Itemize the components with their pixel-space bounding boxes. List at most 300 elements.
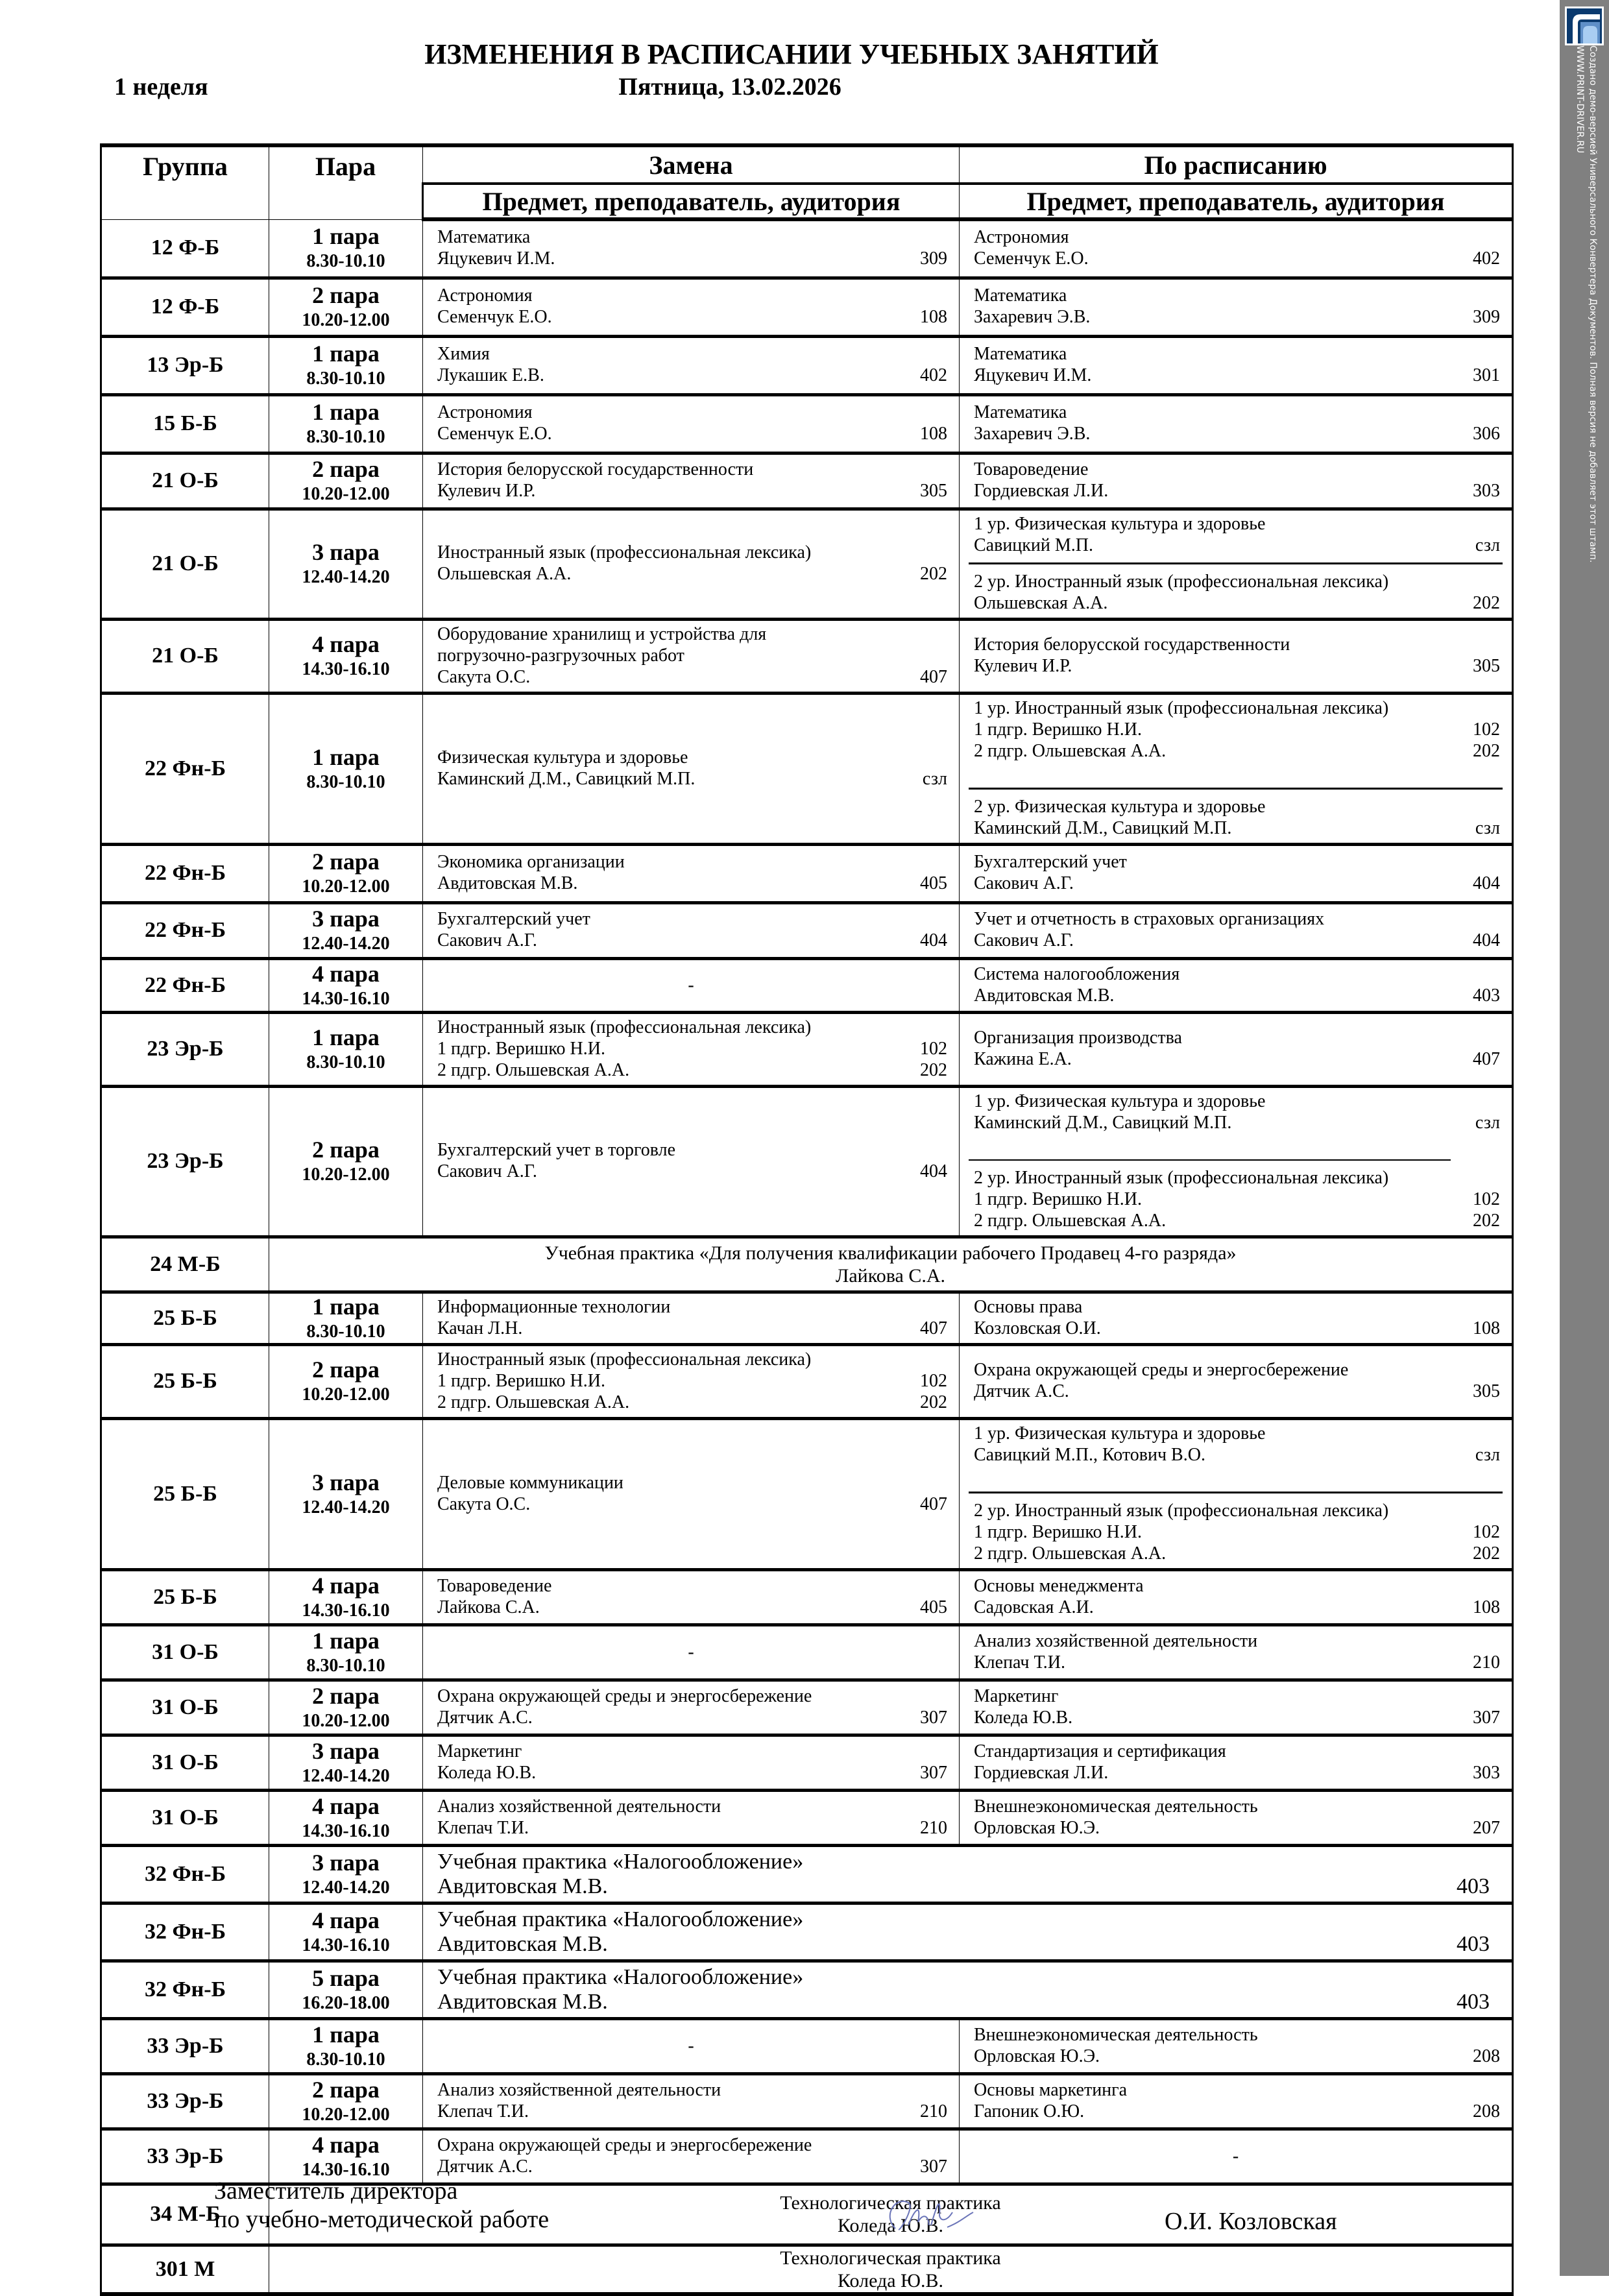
para-cell xyxy=(269,336,423,394)
entry-text: Анализ хозяйственной деятельности xyxy=(437,1796,721,1817)
entry-line xyxy=(437,2101,950,2122)
scheduled-cell xyxy=(960,1012,1513,1086)
entry-text: Основы менеджмента xyxy=(974,1575,1144,1596)
entry-text: Каминский Д.М., Савицкий М.П. xyxy=(974,817,1232,838)
para-cell xyxy=(269,2073,423,2129)
room-number: 305 xyxy=(1473,656,1500,676)
group-cell: 21 О-Б xyxy=(101,619,269,693)
entry-text: Иностранный язык (профессиональная лексика) xyxy=(437,542,812,562)
para-time: 8.30-10.10 xyxy=(306,369,385,389)
entry-line xyxy=(437,1370,950,1392)
entry-text: Сакович А.Г. xyxy=(437,930,537,950)
room-number: 207 xyxy=(1473,1817,1500,1838)
entry-text: Яцукевич И.М. xyxy=(437,248,555,269)
handwritten-signature-icon xyxy=(876,2190,980,2238)
entry-text: Маркетинг xyxy=(974,1686,1059,1706)
group-cell: 33 Эр-Б xyxy=(101,2129,269,2184)
entry-text: Гордиевская Л.И. xyxy=(974,481,1109,501)
entry-line xyxy=(974,1296,1503,1318)
group-cell: 31 О-Б xyxy=(101,1735,269,1790)
room-number: 301 xyxy=(1473,365,1500,385)
entry-text: Организация производства xyxy=(974,1028,1182,1048)
entry-text: 2 ур. Иностранный язык (профессиональная лексика) xyxy=(974,571,1389,592)
entry-line xyxy=(974,365,1503,386)
para-cell xyxy=(269,844,423,902)
table-row xyxy=(101,394,1513,453)
para-time: 14.30-16.10 xyxy=(302,1935,390,1955)
entry-line xyxy=(974,1796,1503,1817)
room-number: 210 xyxy=(920,2101,947,2121)
table-body xyxy=(101,219,1513,2294)
entry-line xyxy=(974,1597,1503,1618)
replacement-cell xyxy=(423,1680,960,1735)
para-number: 2 пара xyxy=(312,1357,380,1383)
para-time: 10.20-12.00 xyxy=(302,310,390,331)
para-number: 3 пара xyxy=(312,539,380,566)
para-time: 10.20-12.00 xyxy=(302,1710,390,1731)
room-number: 102 xyxy=(1473,719,1500,740)
entry-text: Авдитовская М.В. xyxy=(437,873,578,893)
group-cell: 34 М-Б xyxy=(101,2184,269,2245)
para-time: 14.30-16.10 xyxy=(302,1600,390,1621)
room-number: 407 xyxy=(1473,1049,1500,1069)
group-cell: 25 Б-Б xyxy=(101,1569,269,1625)
replacement-cell xyxy=(423,453,960,509)
replacement-cell xyxy=(423,509,960,619)
replacement-cell xyxy=(423,844,960,902)
entry-line xyxy=(437,1038,950,1059)
table-row xyxy=(101,1625,1513,1680)
table-row xyxy=(101,1790,1513,1845)
entry-text: 1 ур. Физическая культура и здоровье xyxy=(974,513,1266,534)
table-row xyxy=(101,902,1513,958)
entry-line xyxy=(437,1139,950,1161)
table-row xyxy=(101,219,1513,278)
header-group: Группа xyxy=(101,145,269,219)
group-cell: 22 Фн-Б xyxy=(101,958,269,1012)
entry-line xyxy=(974,459,1503,480)
room-number: 404 xyxy=(1473,873,1500,893)
group-cell: 22 Фн-Б xyxy=(101,902,269,958)
para-number: 1 пара xyxy=(312,743,380,770)
para-cell xyxy=(269,509,423,619)
entry-text: Астрономия xyxy=(437,402,533,422)
spacer xyxy=(974,762,1503,781)
table-row xyxy=(101,1086,1513,1237)
para-cell xyxy=(269,1961,423,2018)
group-cell: 32 Фн-Б xyxy=(101,1961,269,2018)
group-cell: 25 Б-Б xyxy=(101,1292,269,1344)
room-number: 202 xyxy=(920,1059,947,1080)
practice-line: Технологическая практика xyxy=(780,2192,1001,2214)
entry-text: Учебная практика «Налогообложение» xyxy=(437,1849,804,1874)
replacement-cell: - xyxy=(423,2018,960,2073)
table-row xyxy=(101,1845,1513,1903)
replacement-cell xyxy=(423,1790,960,1845)
para-number: 3 пара xyxy=(312,1849,380,1876)
converter-logo-icon xyxy=(1565,6,1604,45)
para-number: 2 пара xyxy=(312,1682,380,1709)
room-number: 307 xyxy=(920,1762,947,1783)
entry-line xyxy=(974,1167,1503,1189)
entry-text: 1 пдгр. Веришко Н.И. xyxy=(974,1189,1142,1209)
group-cell: 21 О-Б xyxy=(101,509,269,619)
table-row xyxy=(101,1292,1513,1344)
entry-line xyxy=(974,1707,1503,1728)
room-number: 202 xyxy=(920,564,947,584)
room-number: 202 xyxy=(1473,740,1500,761)
replacement-cell xyxy=(423,394,960,453)
para-time: 12.40-14.20 xyxy=(302,567,390,588)
header-para: Пара xyxy=(269,145,423,219)
scheduled-cell xyxy=(960,1344,1513,1418)
entry-line xyxy=(437,1932,1492,1957)
room-number: 202 xyxy=(1473,1543,1500,1564)
para-cell xyxy=(269,1292,423,1344)
replacement-cell xyxy=(423,1086,960,1237)
para-cell xyxy=(269,619,423,693)
scheduled-cell xyxy=(960,219,1513,278)
para-number: 2 пара xyxy=(312,849,380,875)
entry-line xyxy=(437,1296,950,1318)
entry-line xyxy=(974,1817,1503,1839)
room-number: 108 xyxy=(1473,1597,1500,1617)
para-time: 12.40-14.20 xyxy=(302,1765,390,1786)
entry-text: Семенчук Е.О. xyxy=(974,248,1089,269)
entry-line xyxy=(437,1349,950,1370)
para-time: 12.40-14.20 xyxy=(302,934,390,954)
entry-text: Бухгалтерский учет xyxy=(437,909,590,929)
group-cell: 25 Б-Б xyxy=(101,1344,269,1418)
signatory-name: О.И. Козловская xyxy=(1165,2208,1337,2235)
entry-text: Дятчик А.С. xyxy=(437,1707,533,1728)
room-number: 404 xyxy=(920,1161,947,1181)
divider-line xyxy=(969,562,1503,564)
entry-text: Сакович А.Г. xyxy=(974,930,1074,950)
para-cell xyxy=(269,1569,423,1625)
entry-text: Козловская О.И. xyxy=(974,1318,1101,1338)
replacement-cell xyxy=(423,1569,960,1625)
para-time: 8.30-10.10 xyxy=(306,251,385,272)
table-row xyxy=(101,2018,1513,2073)
replacement-cell: - xyxy=(423,958,960,1012)
entry-line xyxy=(974,1500,1503,1521)
entry-line xyxy=(437,908,950,930)
entry-line xyxy=(437,365,950,386)
para-number: 2 пара xyxy=(312,282,380,309)
entry-text: Ольшевская А.А. xyxy=(437,564,572,584)
table-row xyxy=(101,958,1513,1012)
room-number: 305 xyxy=(920,481,947,501)
entry-text: Физическая культура и здоровье xyxy=(437,747,688,767)
entry-text: Кулевич И.Р. xyxy=(974,656,1072,676)
entry-text: Семенчук Е.О. xyxy=(437,424,552,444)
entry-text: Яцукевич И.М. xyxy=(974,365,1092,385)
group-cell: 31 О-Б xyxy=(101,1790,269,1845)
entry-text: История белорусской государственности xyxy=(974,634,1290,655)
table-row xyxy=(101,1344,1513,1418)
table-row xyxy=(101,278,1513,336)
entry-line xyxy=(437,1817,950,1839)
week-label: 1 неделя xyxy=(114,73,208,101)
scheduled-cell xyxy=(960,693,1513,844)
replacement-cell xyxy=(423,1344,960,1418)
entry-line xyxy=(974,634,1503,655)
entry-text: Ольшевская А.А. xyxy=(974,592,1108,613)
para-time: 8.30-10.10 xyxy=(306,1321,385,1342)
entry-line xyxy=(437,1059,950,1081)
entry-text: Коледа Ю.В. xyxy=(974,1707,1073,1728)
entry-text: Астрономия xyxy=(437,285,533,306)
entry-line xyxy=(974,655,1503,677)
entry-text: Авдитовская М.В. xyxy=(437,1989,608,2014)
entry-line xyxy=(437,930,950,951)
entry-line xyxy=(974,1630,1503,1652)
entry-text: Учет и отчетность в страховых организациях xyxy=(974,909,1325,929)
scheduled-cell xyxy=(960,1625,1513,1680)
entry-text: Сакович А.Г. xyxy=(974,873,1074,893)
date-label: Пятница, 13.02.2026 xyxy=(618,73,841,101)
para-number: 3 пара xyxy=(312,1469,380,1495)
entry-line xyxy=(437,1597,950,1618)
room-number: 202 xyxy=(1473,1210,1500,1231)
entry-text: Оборудование хранилищ и устройства для xyxy=(437,623,767,644)
entry-text: Садовская А.И. xyxy=(974,1597,1094,1617)
entry-line xyxy=(974,719,1503,740)
practice-line: Технологическая практика xyxy=(780,2247,1001,2269)
entry-text: Авдитовская М.В. xyxy=(974,985,1115,1006)
entry-text: Орловская Ю.Э. xyxy=(974,2046,1100,2066)
room-number: 306 xyxy=(1473,424,1500,444)
table-row xyxy=(101,1237,1513,1292)
table-row xyxy=(101,453,1513,509)
room-number: 403 xyxy=(1457,1989,1490,2014)
para-cell xyxy=(269,1086,423,1237)
divider-line xyxy=(969,788,1503,790)
para-number: 4 пара xyxy=(312,1907,380,1933)
entry-line xyxy=(437,343,950,365)
entry-line xyxy=(437,226,950,248)
scheduled-cell xyxy=(960,619,1513,693)
para-number: 4 пара xyxy=(312,2131,380,2158)
entry-line xyxy=(974,1741,1503,1762)
entry-text: Кулевич И.Р. xyxy=(437,481,536,501)
scheduled-cell xyxy=(960,2018,1513,2073)
entry-line xyxy=(974,402,1503,423)
entry-text: Товароведение xyxy=(974,459,1089,479)
room-number: 407 xyxy=(920,666,947,687)
scheduled-cell xyxy=(960,902,1513,958)
entry-line xyxy=(974,1762,1503,1783)
group-cell: 33 Эр-Б xyxy=(101,2018,269,2073)
entry-line xyxy=(974,1381,1503,1402)
table-row xyxy=(101,2245,1513,2294)
entry-text: Сакович А.Г. xyxy=(437,1161,537,1181)
room-number: 108 xyxy=(1473,1318,1500,1338)
table-row xyxy=(101,1903,1513,1961)
entry-text: Савицкий М.П. xyxy=(974,535,1093,555)
entry-line xyxy=(974,1543,1503,1564)
scheduled-cell xyxy=(960,278,1513,336)
table-row xyxy=(101,1735,1513,1790)
group-cell: 15 Б-Б xyxy=(101,394,269,453)
entry-text: Орловская Ю.Э. xyxy=(974,1817,1100,1838)
scheduled-cell xyxy=(960,394,1513,453)
replacement-cell xyxy=(423,1292,960,1344)
para-number: 3 пара xyxy=(312,1737,380,1764)
divider-line xyxy=(969,1492,1503,1493)
entry-line xyxy=(437,1850,1492,1874)
entry-text: Сакута О.С. xyxy=(437,1493,531,1514)
merged-practice-cell xyxy=(423,1845,1513,1903)
para-time: 8.30-10.10 xyxy=(306,1052,385,1073)
replacement-cell xyxy=(423,619,960,693)
para-cell xyxy=(269,693,423,844)
entry-line xyxy=(437,768,950,790)
replacement-cell xyxy=(423,1418,960,1569)
practice-line: Коледа Ю.В. xyxy=(838,2269,943,2291)
room-number: сзл xyxy=(1475,817,1500,838)
entry-text: 2 ур. Физическая культура и здоровье xyxy=(974,796,1266,817)
table-row xyxy=(101,2073,1513,2129)
entry-text: погрузочно-разгрузочных работ xyxy=(437,645,684,666)
watermark-url: WWW.PRINT-DRIVER.RU xyxy=(1575,45,1585,154)
entry-text: Маркетинг xyxy=(437,1741,522,1761)
entry-text: Каминский Д.М., Савицкий М.П. xyxy=(437,768,696,789)
entry-text: Математика xyxy=(974,344,1067,364)
entry-line xyxy=(974,1423,1503,1444)
entry-text: Математика xyxy=(974,402,1067,422)
entry-line xyxy=(974,1048,1503,1070)
entry-line xyxy=(974,535,1503,556)
para-cell xyxy=(269,1012,423,1086)
room-number: 305 xyxy=(1473,1381,1500,1401)
room-number: 303 xyxy=(1473,1762,1500,1783)
entry-line xyxy=(437,1965,1492,1990)
room-number: 307 xyxy=(920,1707,947,1728)
group-cell: 22 Фн-Б xyxy=(101,693,269,844)
entry-line xyxy=(974,2079,1503,2101)
room-number: 309 xyxy=(1473,307,1500,327)
entry-text: Сакута О.С. xyxy=(437,666,531,687)
entry-line xyxy=(437,285,950,306)
entry-line xyxy=(437,563,950,585)
table-row xyxy=(101,844,1513,902)
entry-line xyxy=(974,1318,1503,1339)
divider-line xyxy=(969,1159,1451,1161)
room-number: 108 xyxy=(920,424,947,444)
room-number: 404 xyxy=(920,930,947,950)
replacement-cell xyxy=(423,2073,960,2129)
room-number: 210 xyxy=(1473,1652,1500,1673)
entry-line xyxy=(437,423,950,444)
entry-line xyxy=(974,248,1503,269)
entry-text: Система налогообложения xyxy=(974,963,1180,984)
para-number: 4 пара xyxy=(312,1572,380,1599)
document-title: ИЗМЕНЕНИЯ В РАСПИСАНИИ УЧЕБНЫХ ЗАНЯТИЙ xyxy=(424,38,1159,70)
entry-text: Товароведение xyxy=(437,1575,552,1596)
entry-line xyxy=(437,1686,950,1707)
room-number: сзл xyxy=(1475,535,1500,555)
para-time: 10.20-12.00 xyxy=(302,876,390,897)
entry-text: Качан Л.Н. xyxy=(437,1318,523,1338)
entry-line xyxy=(974,513,1503,535)
entry-text: Бухгалтерский учет xyxy=(974,852,1127,872)
para-cell xyxy=(269,1735,423,1790)
entry-text: Информационные технологии xyxy=(437,1296,671,1317)
entry-line xyxy=(974,1652,1503,1673)
table-row xyxy=(101,1569,1513,1625)
entry-text: Бухгалтерский учет в торговле xyxy=(437,1140,676,1160)
entry-line xyxy=(437,1907,1492,1932)
entry-text: Семенчук Е.О. xyxy=(437,307,552,327)
header-replacement: Замена xyxy=(423,145,960,184)
entry-line xyxy=(437,747,950,768)
para-cell xyxy=(269,1418,423,1569)
entry-text: Захаревич Э.В. xyxy=(974,307,1091,327)
room-number: 102 xyxy=(1473,1189,1500,1209)
entry-text: 1 пдгр. Веришко Н.И. xyxy=(437,1370,605,1391)
entry-line xyxy=(974,592,1503,614)
group-cell: 21 О-Б xyxy=(101,453,269,509)
entry-text: Клепач Т.И. xyxy=(437,2101,529,2121)
replacement-cell xyxy=(423,1012,960,1086)
entry-text: 1 пдгр. Веришко Н.И. xyxy=(437,1038,605,1059)
subheader-schedule: Предмет, преподаватель, аудитория xyxy=(960,184,1513,219)
entry-line xyxy=(437,873,950,894)
scheduled-cell xyxy=(960,844,1513,902)
room-number: 208 xyxy=(1473,2101,1500,2121)
group-cell: 31 О-Б xyxy=(101,1625,269,1680)
para-cell xyxy=(269,958,423,1012)
para-time: 14.30-16.10 xyxy=(302,659,390,680)
entry-line xyxy=(974,1359,1503,1381)
scheduled-cell xyxy=(960,453,1513,509)
room-number: 403 xyxy=(1473,985,1500,1006)
replacement-cell: - xyxy=(423,1625,960,1680)
para-time: 8.30-10.10 xyxy=(306,771,385,792)
entry-text: Иностранный язык (профессиональная лексика) xyxy=(437,1349,812,1370)
entry-text: Клепач Т.И. xyxy=(974,1652,1065,1673)
room-number: 404 xyxy=(1473,930,1500,950)
room-number: сзл xyxy=(922,768,947,789)
entry-line xyxy=(974,1521,1503,1543)
replacement-cell xyxy=(423,902,960,958)
entry-line xyxy=(974,697,1503,719)
entry-text: Авдитовская М.В. xyxy=(437,1931,608,1956)
scheduled-cell: - xyxy=(960,2129,1513,2184)
group-cell: 12 Ф-Б xyxy=(101,278,269,336)
group-cell: 32 Фн-Б xyxy=(101,1903,269,1961)
para-number: 1 пара xyxy=(312,399,380,426)
entry-text: Авдитовская М.В. xyxy=(437,1874,608,1898)
entry-line xyxy=(974,1210,1503,1231)
entry-line xyxy=(437,1707,950,1728)
entry-text: Коледа Ю.В. xyxy=(437,1762,537,1783)
para-number: 4 пара xyxy=(312,1793,380,1819)
signatory-position-line2: по учебно-методической работе xyxy=(214,2206,550,2233)
para-time: 8.30-10.10 xyxy=(306,2049,385,2070)
para-number: 2 пара xyxy=(312,2076,380,2103)
para-time: 12.40-14.20 xyxy=(302,1877,390,1898)
entry-line xyxy=(974,1091,1503,1112)
entry-line xyxy=(974,2024,1503,2046)
entry-line xyxy=(974,985,1503,1006)
scheduled-cell xyxy=(960,336,1513,394)
entry-line xyxy=(437,306,950,328)
schedule-changes-table xyxy=(100,143,1514,2296)
entry-line xyxy=(437,1493,950,1515)
